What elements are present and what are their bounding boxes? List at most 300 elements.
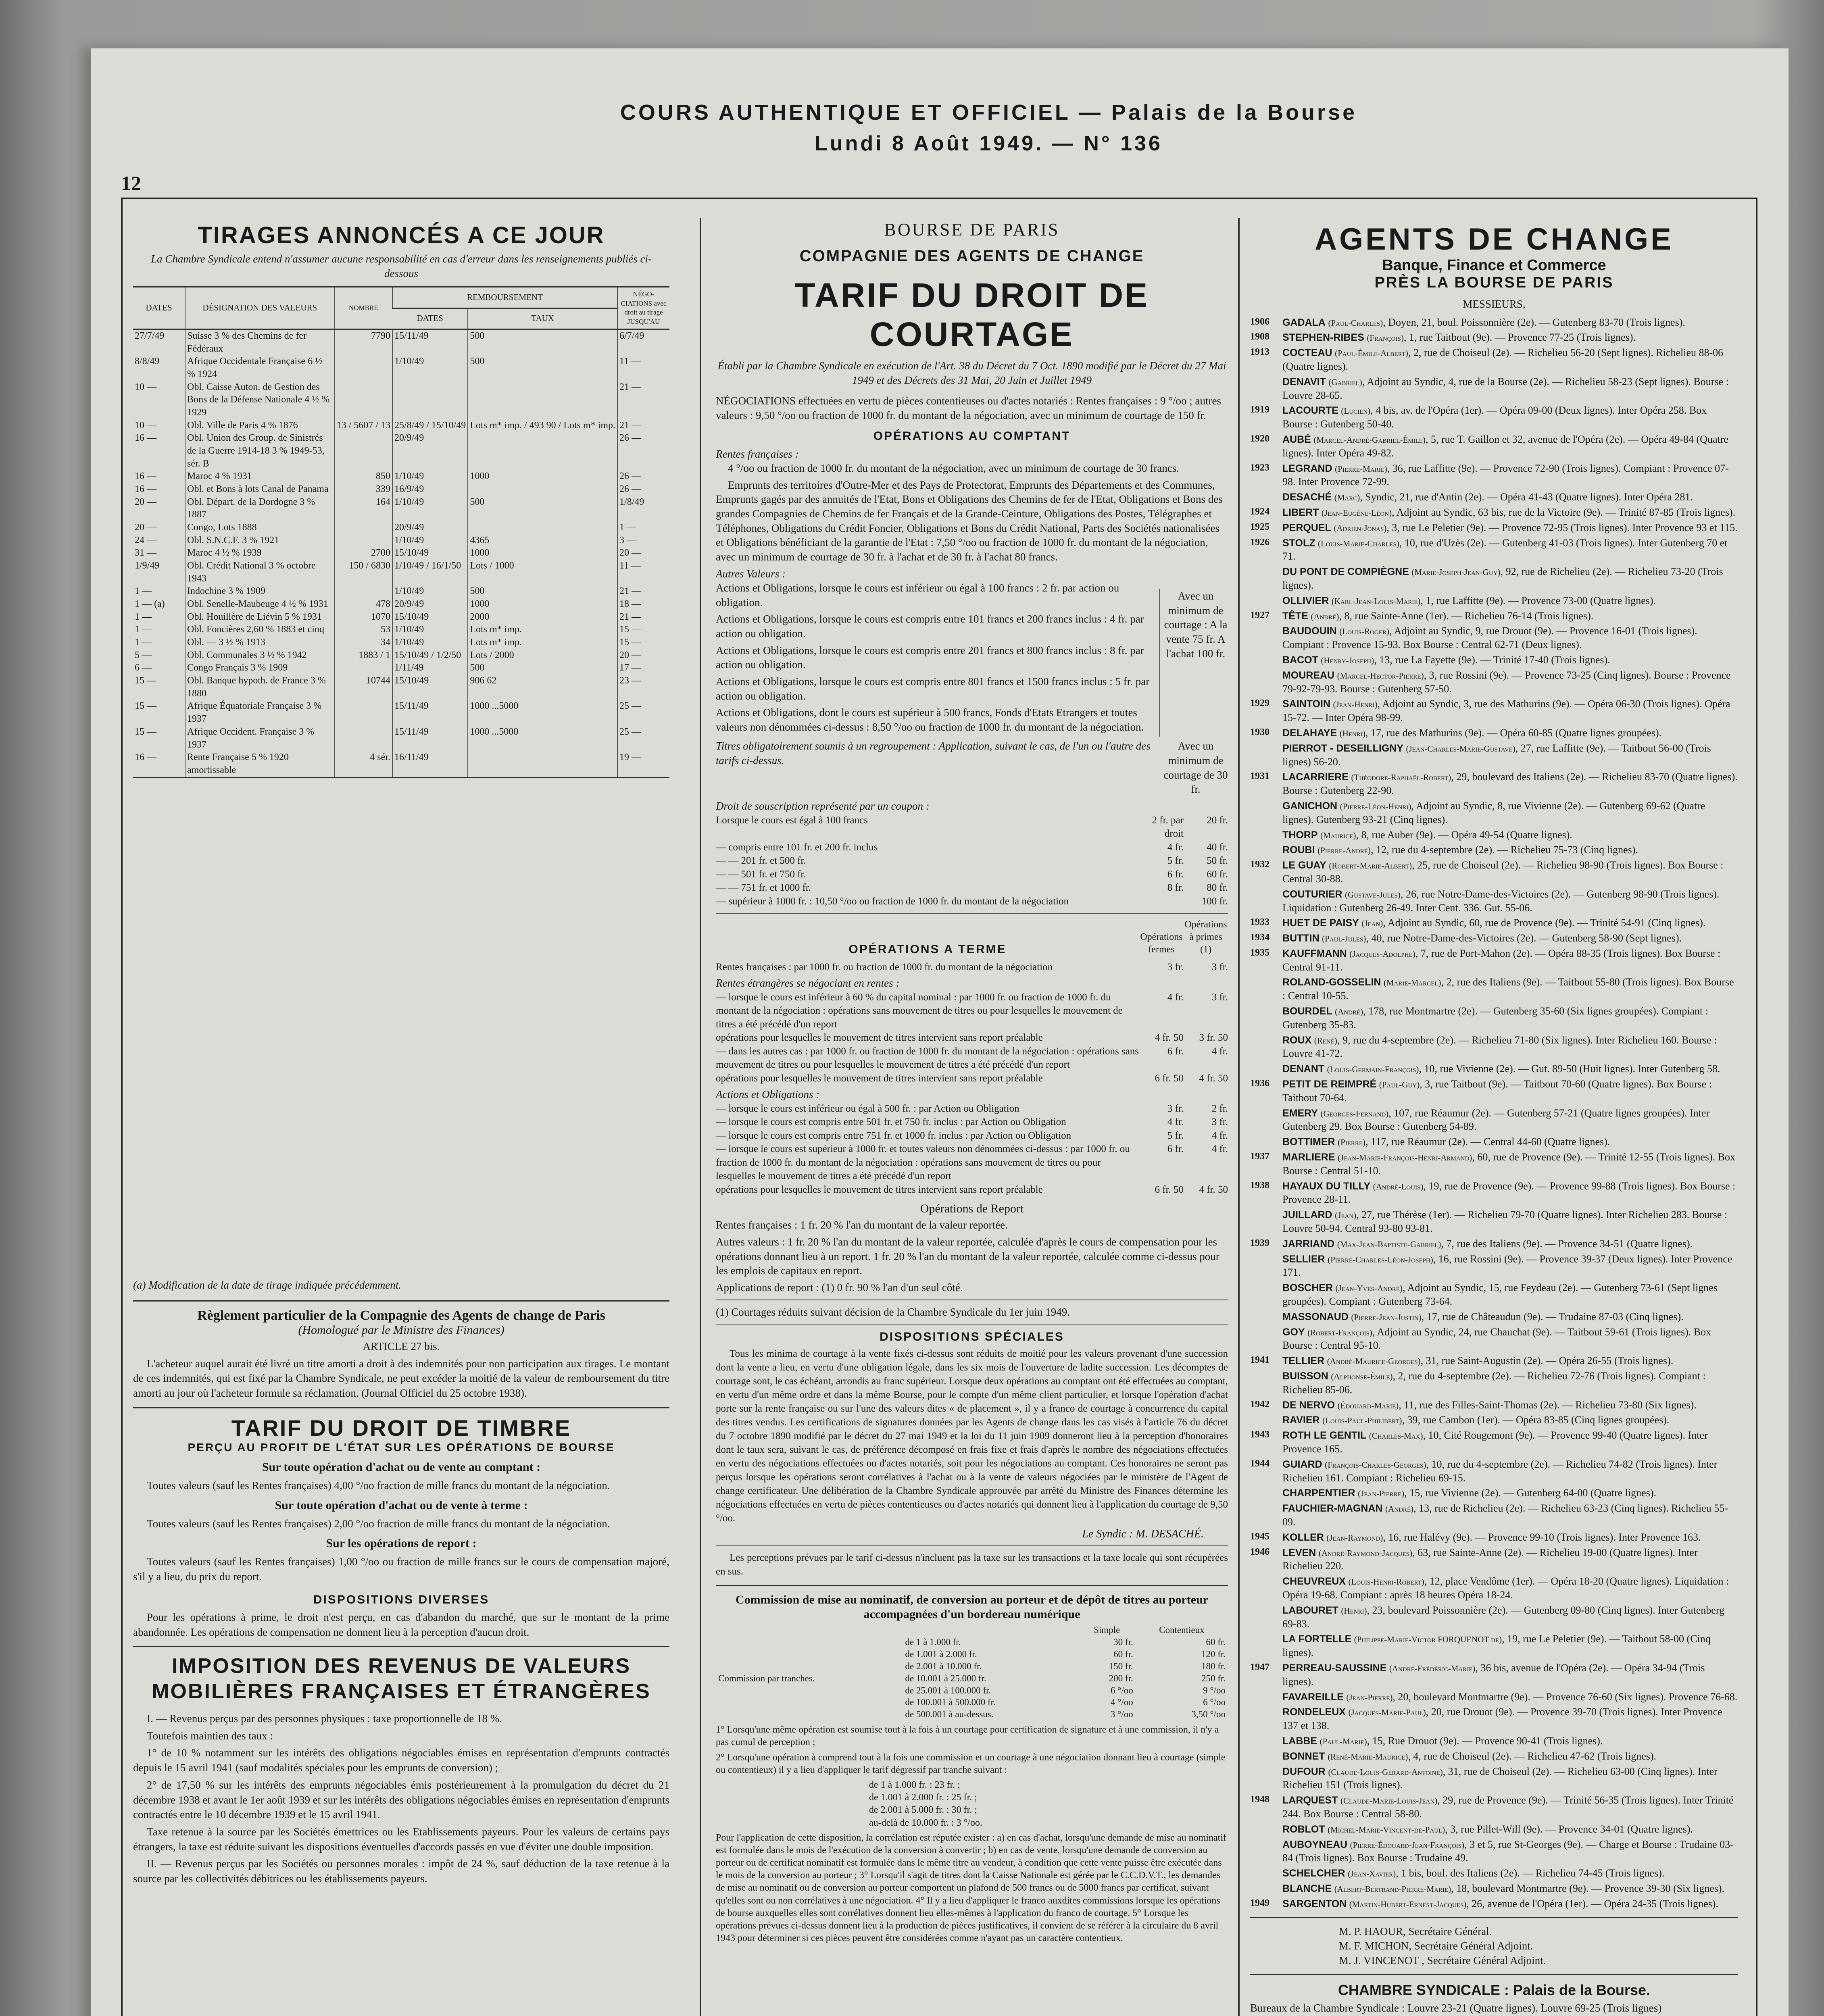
agent-entry [1250,1546,1738,1573]
table-cell: 16/11/49 [392,751,468,777]
agent-details: , 13, rue La Fayette (9e). — Trinité 17-40 (Trois lignes). [1374,654,1610,666]
agent-forenames: (Paul-Charles) [1328,318,1383,328]
tariff-prime: 3 fr. 50 [1199,1032,1228,1043]
agent-entry [1250,624,1738,652]
agent-forenames: (André-Maurice-Georges) [1327,1356,1421,1366]
dispositions-speciales-text: Tous les minima de courtage à la vente fixés ci-dessus sont réduits de moitié pour les valeurs provenant d'une succession dont la vente a lieu, en vertu d'une obligation légale, dans les six mois de l'ouverture de ladite succession. Les décomptes de courtage sont, le cas échéant, arrondis au franc supérieur. Lorsque deux opérations au comptant ont été effectuées au comptant, en vertu d'un même ordre et dans la même Bourse, pour le compte d'un même client particulier, et lorsque l'opération d'achat porte sur la rente française ou sur l'une des valeurs dites « de placement », il y a franco de courtage à concurrence du capital des titres vendus. Les certifications de signatures données par les Agents de change dans les cas visés à l'article 76 du décret du 7 octobre 1890 modifié par le décret du 27 mai 1949 et la loi du 11 juin 1909 donneront lieu à la perception d'honoraires dont le taux sera, suivant le cas, de préférence décomposé en frais fixe et frais d'après le nombre des négociations effectuées en vertu des négociations effectuées ou d'actes notariés, soit pour les négociations au comptant. Ces honoraires ne seront pas perçus lorsque les opérations seront corrélatives à l'achat ou à la vente de valeurs négociées par le ministère de l'Agent de change certificateur. Une délibération de la Chambre Syndicale approuvée par arrêté du Ministre des Finances détermine les négociations effectuées en vertu de pièces contentieuses ou d'actes notariés qui donnent lieu à l'application du courtage de 9,50 °/oo. [716,1348,1228,1524]
col-header-nombre: NOMBRE [335,287,392,329]
agent-details: , 3, rue Le Peletier (9e). — Provence 72-95 (Trois lignes). Inter Provence 93 et 115. [1386,521,1738,533]
agent-forenames: (Philippe-Marie-Victor FORQUENOT de) [1354,1635,1502,1645]
table-row [133,534,669,547]
agent-forenames: (André-Frédéric-Marie) [1389,1663,1476,1673]
tariff-row [716,991,1228,1031]
table-row [133,585,669,598]
agent-entry [1250,1179,1738,1207]
table-row [133,662,669,675]
commission-row [716,1685,1228,1697]
agent-name: THORP [1282,829,1318,841]
commission-row [716,1636,1228,1648]
table-cell: 339 [335,483,392,496]
table-row [133,547,669,560]
tariff-row [716,1115,1228,1129]
table-cell: 1000 ...5000 [468,700,617,725]
table-cell: 1/10/49 [392,355,468,381]
tariff-label: — lorsque le cours est compris entre 751 fr. et 1000 fr. inclus : par Action ou Obligation [716,1130,1071,1141]
table-cell: 15/11/49 [392,726,468,751]
agent-forenames: (Martin-Hubert-Ernest-Jacques) [1349,1899,1467,1909]
table-cell: 20/9/49 [392,521,468,534]
agent-forenames: (Marie-Joseph-Jean-Guy) [1411,567,1501,577]
table-row [133,726,669,751]
commission-row [716,1672,1228,1685]
table-cell: Obl. Senelle-Maubeuge 4 ½ % 1931 [185,598,335,611]
agent-year: 1925 [1250,521,1270,532]
agent-year: 1936 [1250,1078,1270,1089]
table-cell: 1/10/49 [392,585,468,598]
table-cell: 10 — [135,420,156,431]
reglement-subtitle: (Homologué par le Ministre des Finances) [298,1323,504,1337]
col-header-negociations: NÉGO-CIATIONS avec droit au tirage JUSQU'AU [617,287,669,329]
agent-forenames: (Jacques-Marie-Paul) [1348,1708,1426,1718]
agent-entry [1250,462,1738,489]
tariff-ferme: 3 fr. [1167,1103,1184,1114]
column-left [133,218,669,2016]
agent-forenames: (Pierre-Charles-Léon-Joseph) [1328,1254,1433,1264]
agent-details: , 16, rue Rossini (9e). — Provence 39-37 (Deux lignes). Inter Provence 171. [1282,1253,1732,1279]
commission-cell: 6 °/oo [1110,1685,1133,1695]
agent-name: TÊTE [1282,610,1308,622]
tariff-row [716,841,1228,854]
agent-details: , 29, rue de Provence (9e). — Trinité 56-35 (Trois lignes). Inter Trinité 244. Box Bourse : Central 58-80. [1282,1794,1734,1820]
agent-entry [1250,1398,1738,1412]
agent-forenames: (Claude-Marie-Louis-Jean) [1340,1796,1438,1806]
commission-col-content: Contentieux [1159,1625,1205,1635]
table-cell [468,483,617,496]
tariff-rate: 6 fr. [1167,868,1184,880]
terme-title: OPÉRATIONS A TERME [848,942,1007,956]
table-cell: 2000 [468,611,617,624]
dispositions-diverses-title: DISPOSITIONS DIVERSES [313,1593,490,1606]
table-cell [335,662,392,675]
agent-entry [1250,1486,1738,1500]
agent-entry [1250,1033,1738,1061]
secretary-line: M. P. HAOUR, Secrétaire Général. [1339,1925,1492,1938]
agent-name: ROBLOT [1282,1823,1325,1835]
agent-year: 1949 [1250,1897,1270,1908]
table-cell: Obl. et Bons à lots Canal de Panama [185,483,335,496]
commission-cell: 9 °/oo [1203,1685,1226,1695]
table-cell: 1/9/49 [135,560,160,571]
agent-entry [1250,1502,1738,1529]
agent-forenames: (Karl-Jean-Louis-Marie) [1331,596,1421,606]
table-cell [335,355,392,381]
table-row [133,496,669,521]
report-autres: Autres valeurs : 1 fr. 20 % l'an du montant de la valeur reportée, calculée d'après le cours de compensation pour les opérations donnant lieu à un report. 1 fr. 20 % l'an du montant de la valeur reportée, calculée comme ci-dessus pour les emplois de capitaux en report. [716,1235,1219,1277]
agent-forenames: (Jean-Raymond) [1326,1533,1383,1543]
tirages-table-bottom [133,777,669,1274]
table-cell [335,381,392,419]
commission-cell: 250 fr. [1201,1673,1226,1683]
agent-name: JARRIAND [1282,1238,1335,1250]
agents-title: AGENTS DE CHANGE [1315,222,1674,256]
agent-entry [1250,1106,1738,1134]
agent-entry [1250,726,1738,740]
reglement-article: ARTICLE 27 bis. [363,1340,440,1353]
commission-col-simple: Simple [1094,1625,1120,1635]
agent-year: 1933 [1250,917,1270,928]
tariff-label: — lorsque le cours est inférieur ou égal à 500 fr. : par Action ou Obligation [716,1103,1019,1114]
tariff-rate [1139,895,1184,908]
agent-name: MOUREAU [1282,669,1335,681]
agent-details: , 39, rue Cambon (1er). — Opéra 83-85 (Cinq lignes groupées). [1402,1414,1670,1426]
commission-cell: 6 °/oo [1203,1697,1226,1708]
agent-name: KOLLER [1282,1531,1324,1543]
agent-year: 1930 [1250,727,1270,737]
table-row [133,636,669,649]
agent-name: GANICHON [1282,800,1338,812]
agent-details: , 10, rue du 4-septembre (2e). — Richelieu 74-82 (Trois lignes). Inter Richelieu 161. Compiant : Richelieu 69-15. [1282,1458,1718,1484]
commission-label [716,1685,903,1697]
agent-forenames: (Gabriel) [1328,377,1362,387]
agent-name: LARQUEST [1282,1795,1338,1806]
agent-name: BONNET [1282,1750,1325,1762]
table-cell: 1/11/49 [392,662,468,675]
agent-details: , 3 et 5, rue St-Georges (9e). — Charge et Bourse : Trudaine 03-84 (Trois lignes). Box Bourse : Trudaine 49. [1282,1838,1734,1864]
terme-header [716,918,1228,956]
table-cell [468,521,617,534]
table-cell: 6/7/49 [617,329,669,356]
agent-details: , 10, Cité Rougemont (9e). — Provence 99-40 (Quatre lignes). Inter Provence 165. [1282,1429,1708,1455]
tranche-line: au-delà de 10.000 fr. : 3 °/oo. [869,1817,982,1828]
table-cell: 15 — [617,636,669,649]
agent-details: , 19, rue Le Peletier (9e). — Taitbout 58-00 (Cinq lignes). [1282,1633,1711,1659]
tariff-ferme: 6 fr. 50 [1155,1184,1184,1195]
commission-label [716,1660,903,1672]
agent-details: , 8, rue Sainte-Anne (1er). — Richelieu 76-14 (Trois lignes). [1339,610,1594,622]
table-cell: Rente Française 5 % 1920 amortissable [185,751,335,777]
commission-cell: 60 fr. [1206,1637,1226,1647]
agent-forenames: (Jacques-Adolphe) [1349,949,1415,959]
courtage-kicker: BOURSE DE PARIS [884,220,1060,240]
agent-entry [1250,1354,1738,1368]
table-cell: 16 — [135,752,156,763]
agent-details: , 8, rue Auber (9e). — Opéra 49-54 (Quatre lignes). [1356,829,1572,841]
table-cell: 16 — [135,484,156,495]
agent-year: 1906 [1250,316,1270,327]
agent-name: BOURDEL [1282,1006,1332,1017]
commission-label [716,1696,903,1708]
col-header-remboursement: REMBOURSEMENT [392,287,617,308]
agent-year: 1926 [1250,537,1270,548]
agent-entry [1250,594,1738,608]
report-rentes: Rentes françaises : 1 fr. 20 % l'an du montant de la valeur reportée. [716,1219,1008,1231]
table-cell: 1/10/49 [392,470,468,483]
commission-cell: 120 fr. [1201,1649,1226,1659]
table-cell: Lots m* imp. [468,636,617,649]
timbre-s3-text: Toutes valeurs (sauf les Rentes françaises) 1,00 °/oo ou fraction de mille francs sur le cours de compensation majoré, s'il y a lieu, du prix du report. [133,1556,669,1583]
table-cell: 1883 / 1 [335,649,392,662]
agent-year: 1934 [1250,932,1270,943]
agent-details: , 1, rue Taitbout (9e). — Provence 77-25 (Trois lignes). [1403,331,1636,344]
table-cell: 478 [335,598,392,611]
table-cell: Obl. Crédit National 3 % octobre 1943 [185,560,335,585]
actions-title: Actions et Obligations : [716,1088,820,1101]
agent-year: 1943 [1250,1429,1270,1440]
table-cell: 20 — [617,649,669,662]
table-cell: 1 — [135,624,152,635]
agent-name: LIBERT [1282,506,1319,518]
agent-entry [1250,947,1738,974]
agent-details: , Adjoint au Syndic, 8, rue Vivienne (2e). — Gutenberg 69-62 (Quatre lignes). Gutenberg 93-21 (Cinq lignes). [1282,800,1705,825]
agent-entry [1250,828,1738,842]
agent-details: , 2, rue du 4-septembre (2e). — Richelieu 72-76 (Trois lignes). Compiant : Richelieu 85-06. [1282,1370,1706,1395]
agent-entry [1250,843,1738,857]
agent-name: PIERROT - DESEILLIGNY [1282,742,1404,754]
table-cell: Obl. Caisse Auton. de Gestion des Bons de la Défense Nationale 4 ½ % 1929 [185,381,335,419]
tariff-ferme: 5 fr. [1167,1130,1184,1141]
tariff-label: — compris entre 101 fr. et 200 fr. inclus [716,841,878,853]
agent-entry [1250,858,1738,886]
table-cell: 4 sér. [335,751,392,777]
table-cell: 15/10/49 / 1/2/50 [392,649,468,662]
table-cell: 10 — [135,381,156,392]
agent-entry [1250,931,1738,945]
table-row [133,483,669,496]
agent-details: , 12, place Vendôme (1er). — Opéra 18-20 (Quatre lignes). Liquidation : Opéra 19-68. Compiant : après 18 heures Opéra 18-24. [1282,1575,1729,1601]
agent-forenames: (Jean-Xavier) [1348,1869,1396,1879]
autres-valeurs-minimum: Avec un minimum de courtage : A la vente 75 fr. A l'achat 100 fr. [1159,589,1228,737]
agent-entry [1250,1281,1738,1308]
agent-entry [1250,1004,1738,1032]
agent-details: , 2, rue de Choiseul (2e). — Richelieu 56-20 (Sept lignes). Richelieu 88-06 (Quatre lignes). [1282,347,1724,373]
table-cell [468,381,617,419]
agent-entry [1250,609,1738,623]
agent-forenames: (André) [1385,1504,1414,1514]
agent-entry [1250,1208,1738,1235]
agent-entry [1250,1632,1738,1660]
tirages-table [133,286,669,777]
agent-name: LACARRIERE [1282,771,1349,783]
agent-forenames: (Louis-Germain-François) [1327,1064,1419,1075]
report-title: Opérations de Report [920,1202,1024,1216]
column-middle [716,218,1228,2016]
agent-name: LE GUAY [1282,860,1326,871]
tariff-prime: 4 fr. [1211,1045,1228,1057]
tariff-rate: 5 fr. [1167,855,1184,866]
commission-row [716,1708,1228,1720]
imposition-i: I. — Revenus perçus par des personnes physiques : taxe proportionnelle de 18 %. [147,1712,502,1725]
agent-details: , Adjoint au Syndic, 24, rue Chauchat (9e). — Taitbout 59-61 (Trois lignes). Box Bourse : Central 95-10. [1282,1326,1711,1352]
dispositions-diverses-text: Pour les opérations à prime, le droit n'est perçu, en cas d'abandon du marché, que sur le montant de la prime abandonnée. Les opérations de compensation ne donnent lieu à la perception d'aucun droit. [133,1611,669,1638]
agent-year: 1948 [1250,1794,1270,1805]
table-cell: 15 — [135,726,156,737]
tirages-note: (a) Modification de la date de tirage indiquée précédemment. [133,1279,402,1291]
imposition-title: IMPOSITION DES REVENUS DE VALEURS MOBILIÈRES FRANÇAISES ET ÉTRANGÈRES [152,1654,651,1703]
agent-details: , 31, rue Saint-Augustin (2e). — Opéra 26-55 (Trois lignes). [1420,1355,1674,1367]
agent-details: , 20, boulevard Montmartre (9e). — Provence 76-60 (Six lignes). Provence 76-68. [1392,1691,1738,1703]
commission-cell: de 500.001 à au-dessus. [905,1709,994,1720]
table-cell [335,726,392,751]
reglement-text: L'acheteur auquel aurait été livré un titre amorti a droit à des indemnités pour non participation aux tirages. Le montant de ces indemnités, qui est fixé par la Chambre Syndicale, ne peut excéder la moitié de la valeur de remboursement du titre amorti au jour où l'acheteur formule sa réclamation. (Journal Officiel du 25 octobre 1938). [133,1357,669,1400]
agent-entry [1250,799,1738,827]
titres-min: Avec un minimum de courtage de 30 fr. [1163,740,1228,796]
imposition-i1: 1° de 10 % notamment sur les intérêts des obligations négociables émises en représentation d'emprunts contractés depuis le 15 avril 1941 (sauf modalités spéciales pour les emprunts de conversion) ; [133,1747,669,1774]
terme-rentes-v2: 3 fr. [1211,961,1228,973]
agent-year: 1945 [1250,1531,1270,1542]
table-cell: 1 — [135,611,152,622]
table-cell: 1/8/49 [617,496,669,521]
secretaries-list [1250,1924,1738,1968]
col-header-taux: TAUX [468,308,617,329]
table-cell: Lots m* imp. / 493 90 / Lots m* imp. [468,419,617,432]
courtage-footnote: (1) Courtages réduits suivant décision de la Chambre Syndicale du 1er juin 1949. [716,1306,1070,1318]
table-cell: 53 [335,623,392,636]
courtage-nego-intro: NÉGOCIATIONS effectuées en vertu de pièces contentieuses ou d'actes notariés : Rentes françaises : 9 °/oo ; autres valeurs : 9,50 °/oo ou fraction de 1000 fr. du montant de la négociation, avec un minimum de courtage de 150 fr. [716,395,1222,421]
table-cell: 11 — [617,560,669,585]
agent-forenames: (Georges-Fernand) [1320,1108,1389,1118]
table-cell: 27/7/49 [135,331,165,341]
agent-details: , 17, rue de Châteaudun (9e). — Trudaine 87-03 (Cinq lignes). [1421,1310,1684,1322]
timbre-s3: Sur les opérations de report : [326,1537,477,1550]
agent-forenames: (Paul-Jules) [1322,934,1366,944]
commission-cell: 30 fr. [1113,1637,1133,1647]
agent-details: , 12, rue du 4-septembre (2e). — Richelieu 75-73 (Cinq lignes). [1371,844,1638,856]
agent-entry [1250,1749,1738,1763]
commission-row [716,1648,1228,1660]
agent-name: RAVIER [1282,1414,1320,1426]
commission-row [716,1696,1228,1708]
agent-forenames: (Pierre-André) [1317,846,1371,856]
table-cell: 21 — [617,381,669,419]
tariff-rate: 4 fr. [1167,841,1184,853]
rentes-fr-label: Rentes françaises : [716,448,799,460]
agent-forenames: (Pierre-Marie) [1335,464,1387,474]
agent-entry [1250,887,1738,915]
timbre-s1-text: Toutes valeurs (sauf les Rentes françaises) 4,00 °/oo fraction de mille francs du montant de la négociation. [147,1479,610,1491]
agent-forenames: (René) [1314,1035,1337,1045]
agent-name: FAVAREILLE [1282,1691,1344,1703]
commission-cell: 200 fr. [1109,1673,1133,1683]
commission-cell: de 25.001 à 100.000 fr. [905,1685,991,1695]
table-row [133,381,669,419]
agent-entry [1250,506,1738,519]
tariff-label: — — 501 fr. et 750 fr. [716,868,806,880]
agent-name: BAUDOUIN [1282,625,1337,637]
agent-year: 1924 [1250,506,1270,517]
agents-subtitle2: PRÈS LA BOURSE DE PARIS [1374,274,1614,291]
tariff-prime: 4 fr. [1211,1143,1228,1155]
tranche-line: de 1.001 à 2.000 fr. : 25 fr. ; [869,1792,977,1803]
agent-year: 1946 [1250,1546,1270,1557]
table-cell: 500 [468,585,617,598]
agent-name: DESACHÉ [1282,492,1332,503]
tariff-row [716,814,1228,841]
titres-regroup: Titres obligatoirement soumis à un regroupement : Application, suivant le cas, de l'un ou l'autre des tarifs ci-dessus. [716,740,1151,766]
agent-name: BLANCHE [1282,1883,1332,1894]
tariff-ferme: 4 fr. [1167,991,1184,1003]
commission-cell: 3,50 °/oo [1191,1709,1226,1720]
agent-name: COCTEAU [1282,347,1332,359]
agent-name: GUIARD [1282,1458,1322,1470]
table-cell: Obl. Houillère de Liévin 5 % 1931 [185,611,335,624]
agent-details: , 7, rue de Port-Mahon (2e). — Opéra 88-35 (Trois lignes). Box Bourse : Central 91-11. [1282,947,1721,973]
agent-forenames: (René-Marie-Maurice) [1328,1752,1408,1762]
table-cell: Obl. Banque hypoth. de France 3 % 1880 [185,675,335,700]
table-cell: 21 — [617,419,669,432]
agent-forenames: (François-Charles-Georges) [1325,1460,1426,1470]
agent-entry [1250,1882,1738,1895]
table-cell: Obl. Communales 3 ½ % 1942 [185,649,335,662]
agent-entry [1250,1252,1738,1280]
agent-details: , 5, rue T. Gaillon et 32, avenue de l'Opéra (2e). — Opéra 49-84 (Quatre lignes). Inter Opéra 49-82. [1282,433,1728,459]
table-cell: 500 [468,355,617,381]
table-cell: 2700 [335,547,392,560]
agent-details: , 23, boulevard Poissonnière (2e). — Gutenberg 09-80 (Cinq lignes). Inter Gutenberg 69-83. [1282,1604,1725,1630]
table-cell: 1 — [135,637,152,648]
table-cell: Obl. — 3 ½ % 1913 [185,636,335,649]
tariff-row [716,881,1228,895]
table-cell: 1000 [468,470,617,483]
dispositions-speciales-title: DISPOSITIONS SPÉCIALES [880,1330,1064,1344]
tariff-label: Lorsque le cours est égal à 100 francs [716,814,868,826]
agent-forenames: (Édouard-Marie) [1337,1400,1399,1410]
agent-name: AUBOYNEAU [1282,1839,1348,1850]
agent-name: PERQUEL [1282,522,1331,533]
agent-name: SARGENTON [1282,1898,1347,1910]
agent-entry [1250,316,1738,329]
agents-subtitle: Banque, Finance et Commerce [1382,257,1606,274]
agent-year: 1923 [1250,462,1270,473]
terme-col2: Opérations à primes (1) [1184,919,1227,955]
table-cell: Obl. Union des Group. de Sinistrés de la Guerre 1914-18 3 % 1949-53, sér. B [185,432,335,470]
agent-name: HAYAUX DU TILLY [1282,1180,1371,1192]
agent-entry [1250,1062,1738,1076]
commission-n3: Pour l'application de cette disposition, la corrélation est réputée exister : a) en cas d'achat, lorsqu'une demande de mise au nominatif est formulée dans le mois de l'exécution de la conversion à convertir ; b) en cas de vente, lorsqu'une demande de conversion au porteur ou de certificat nominatif est formulée dans le même titre au vendeur, à condition que cette vente puisse être exécutée dans le mois de la conversion au porteur ; 3° Lorsqu'il s'agit de titres dont la Caisse Nationale est gérée par le C.C.D.V.T., les demandes de mise au nominatif ou de conversion au porteur comportent un plafond de 500 francs ou de 5000 francs par certificat, suivant qu'elles sont ou non corrélatives à une négociation. 4° Il y a lieu d'appliquer le franco auxdites commissions lorsque les opérations de bourse auxquelles elles sont corrélatives donnent lieu elles-mêmes à l'application du franco de courtage. 5° Lorsque les opérations prévues ci-dessus donnent lieu à la production de pièces justificatives, il convient de se référer à la circulaire du 8 avril 1943 pour déterminer si ces pièces peuvent être considérées comme n'ayant pas un caractère contentieux. [716,1832,1226,1944]
tariff-label: opérations pour lesquelles le mouvement de titres intervient sans report préalable [716,1032,1043,1043]
agent-entry [1250,331,1738,344]
agent-details: , 117, rue Réaumur (2e). — Central 44-60 (Quatre lignes). [1365,1136,1610,1148]
dispositions-note: Les perceptions prévues par le tarif ci-dessus n'incluent pas la taxe sur les transactions et la taxe locale qui sont récupérées en sus. [716,1552,1228,1577]
col-header-rdates: DATES [392,308,468,329]
table-cell: 25/8/49 / 15/10/49 [392,419,468,432]
autres-valeurs-label: Autres Valeurs : [716,567,786,580]
courtage-title: TARIF DU DROIT DE COURTAGE [794,276,1149,353]
tirages-title: TIRAGES ANNONCÉS A CE JOUR [198,222,605,248]
tirages-disclaimer: La Chambre Syndicale entend n'assumer aucune responsabilité en cas d'erreur dans les renseignements publiés ci-dessous [151,253,652,279]
tariff-label: opérations pour lesquelles le mouvement de titres intervient sans report préalable [716,1184,1043,1195]
agent-name: BUISSON [1282,1370,1328,1382]
agent-forenames: (Jean-Henri) [1333,700,1378,710]
agent-forenames: (Jean) [1361,918,1383,929]
agent-name: ROTH LE GENTIL [1282,1430,1367,1441]
agent-forenames: (Michel-Marie-Vincent-de-Paul) [1328,1824,1445,1835]
commission-table [716,1624,1228,1720]
agent-forenames: (Pierre) [1338,1137,1366,1148]
agent-name: SCHELCHER [1282,1868,1345,1879]
table-cell: 13 / 5607 / 13 [335,419,392,432]
agent-name: DE NERVO [1282,1399,1335,1411]
commission-label [716,1648,903,1660]
commission-row [716,1660,1228,1672]
chambre-title: CHAMBRE SYNDICALE : Palais de la Bourse. [1338,1982,1651,1999]
agent-entry [1250,1866,1738,1880]
agent-year: 1919 [1250,404,1270,415]
table-cell: Lots / 2000 [468,649,617,662]
agent-details: , 107, rue Réaumur (2e). — Gutenberg 57-21 (Quatre lignes groupées). Inter Gutenberg 29. Box Bourse : Gutenberg 54-89. [1282,1107,1710,1133]
agent-details: , 4, rue de Choiseul (2e). — Richelieu 47-62 (Trois lignes). [1408,1750,1657,1762]
agent-name: AUBÉ [1282,434,1311,445]
commission-cell: de 10.001 à 25.000 fr. [905,1673,986,1683]
